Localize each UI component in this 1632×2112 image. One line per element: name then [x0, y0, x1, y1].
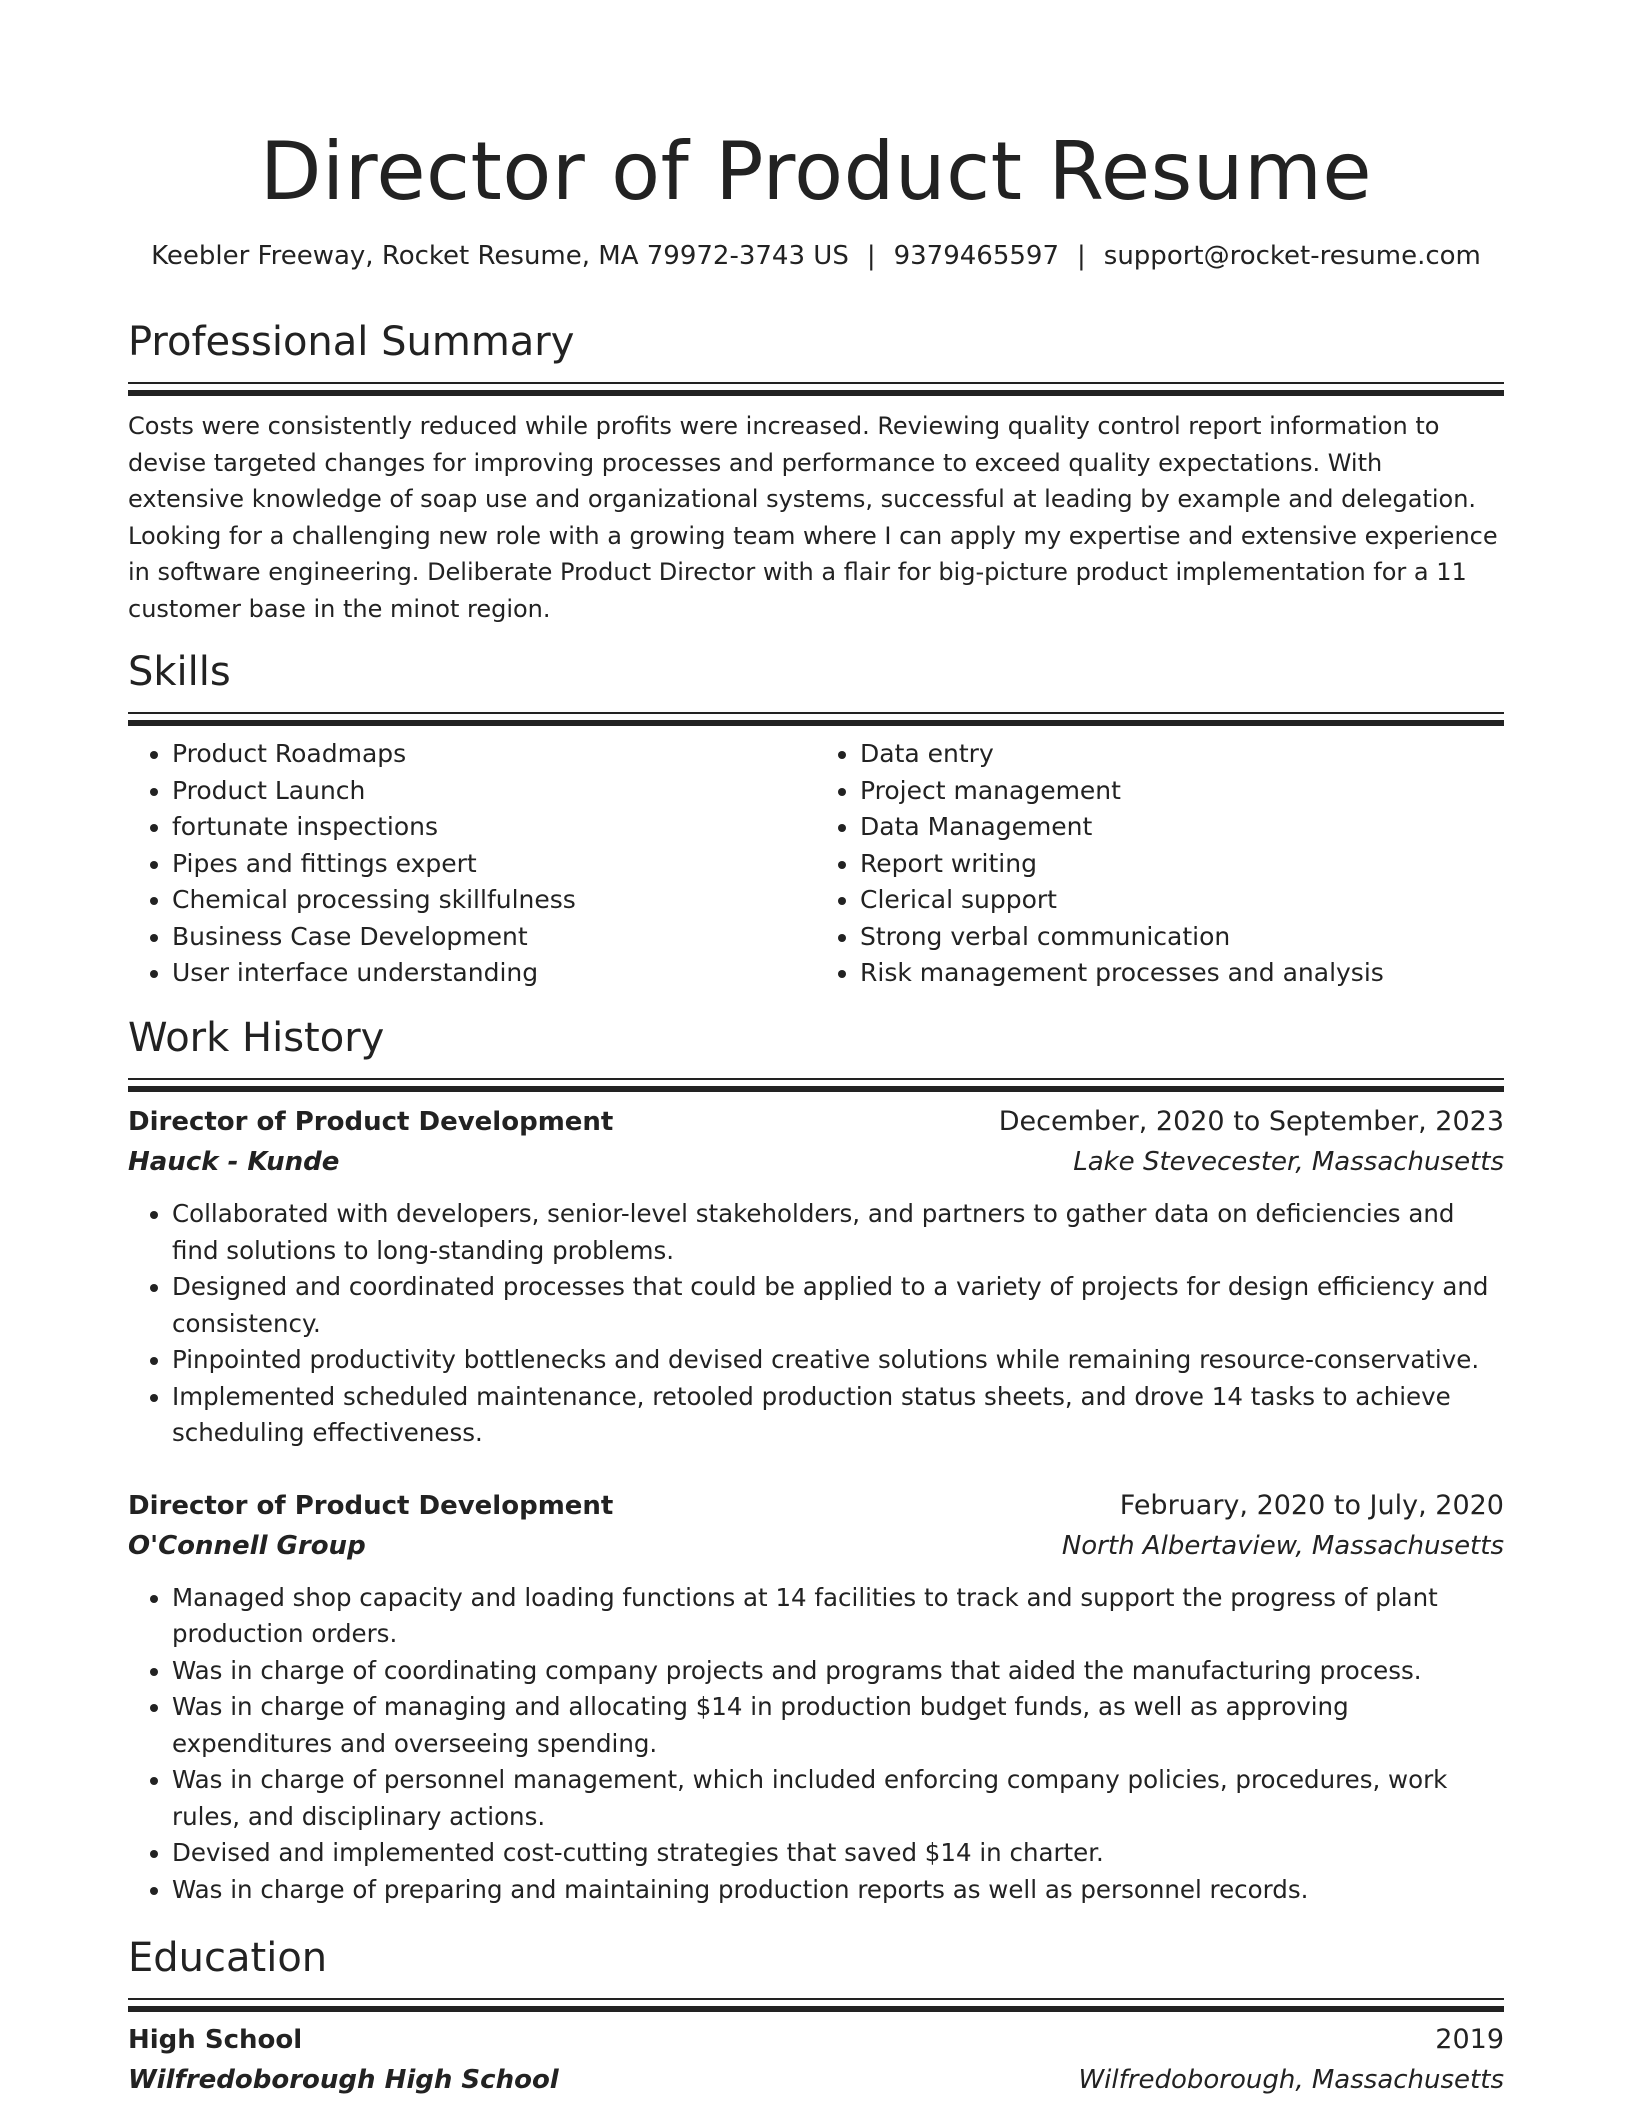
- job-entry: [128, 1486, 1504, 1909]
- education-section: [128, 1932, 1504, 2100]
- contact-separator: |: [866, 241, 876, 271]
- job-bullet: • Pinpointed productivity bottlenecks and devised creative solutions while remaining resource-conservative.: [172, 1342, 1504, 1379]
- skill-item: • Product Launch: [172, 773, 816, 810]
- job-bullets: [128, 1196, 1504, 1452]
- summary-text: Costs were consistently reduced while profits were increased. Reviewing quality control report information to devise targeted changes for improving processes and performance to exceed quality expectations. With extensive knowledge of soap use and organizational systems, successful at leading by example and delegation. Looking for a challenging new role with a growing team where I can apply my expertise and extensive experience in software engineering. Deliberate Product Director with a flair for big-picture product implementation for a 11 customer base in the minot region.: [128, 412, 1498, 623]
- section-divider: [128, 382, 1504, 384]
- skill-item: • Data entry: [860, 736, 1504, 773]
- skill-item: • Report writing: [860, 846, 1504, 883]
- resume-title: Director of Product Resume: [259, 125, 1373, 218]
- contact-email: support@rocket-resume.com: [1103, 241, 1481, 271]
- job-entry: [128, 1102, 1504, 1452]
- job-bullet: • Was in charge of personnel management, which included enforcing company policies, procedures, work rules, and disciplinary actions.: [172, 1762, 1504, 1835]
- education-entry: [128, 2020, 1504, 2100]
- education-degree: High School: [128, 2025, 303, 2055]
- skill-item: • User interface understanding: [172, 955, 816, 992]
- skills-heading: Skills: [128, 649, 231, 695]
- job-bullet: • Devised and implemented cost-cutting strategies that saved $14 in charter.: [172, 1835, 1504, 1872]
- education-school: Wilfredoborough High School: [128, 2065, 559, 2095]
- work-history-section: [128, 1012, 1504, 1908]
- skill-item: • Project management: [860, 773, 1504, 810]
- job-title: Director of Product Development: [128, 1490, 614, 1521]
- job-bullet: • Managed shop capacity and loading functions at 14 facilities to track and support the progress of plant production orders.: [172, 1580, 1504, 1653]
- job-bullet: • Designed and coordinated processes that could be applied to a variety of projects for design efficiency and consistency.: [172, 1269, 1504, 1342]
- skill-item: • Product Roadmaps: [172, 736, 816, 773]
- skill-item: • Chemical processing skillfulness: [172, 882, 816, 919]
- education-year: 2019: [1435, 2024, 1504, 2055]
- skill-item: • Strong verbal communication: [860, 919, 1504, 956]
- skill-item: • Pipes and fittings expert: [172, 846, 816, 883]
- job-bullet: • Collaborated with developers, senior-level stakeholders, and partners to gather data on deficiencies and find solutions to long-standing problems.: [172, 1196, 1504, 1269]
- contact-phone: 9379465597: [893, 241, 1060, 271]
- job-bullets: [128, 1580, 1504, 1909]
- section-divider: [128, 1078, 1504, 1080]
- skill-item: • Data Management: [860, 809, 1504, 846]
- skills-columns: [128, 736, 1504, 992]
- skill-item: • Clerical support: [860, 882, 1504, 919]
- job-dates: February, 2020 to July, 2020: [1119, 1489, 1504, 1521]
- job-title: Director of Product Development: [128, 1107, 614, 1137]
- skills-section: [128, 646, 1504, 992]
- education-location: Wilfredoborough, Massachusetts: [1078, 2065, 1504, 2095]
- skill-item: • Business Case Development: [172, 919, 816, 956]
- job-bullet: • Was in charge of preparing and maintaining production reports as well as personnel records.: [172, 1872, 1504, 1909]
- job-company: O'Connell Group: [128, 1530, 366, 1561]
- work-history-heading: Work History: [128, 1015, 385, 1061]
- job-location: Lake Stevecester, Massachusetts: [1073, 1147, 1504, 1177]
- education-heading: Education: [128, 1935, 328, 1981]
- skill-item: • fortunate inspections: [172, 809, 816, 846]
- skills-left-list: [128, 736, 816, 992]
- contact-line: [0, 236, 1632, 276]
- job-bullet: • Was in charge of coordinating company projects and programs that aided the manufacturing process.: [172, 1653, 1504, 1690]
- job-location: North Albertaview, Massachusetts: [1061, 1530, 1504, 1561]
- contact-separator: |: [1077, 241, 1086, 271]
- summary-section: [128, 316, 1504, 627]
- job-company: Hauck - Kunde: [128, 1147, 340, 1177]
- section-divider: [128, 712, 1504, 714]
- job-bullet: • Was in charge of managing and allocating $14 in production budget funds, as well as approving expenditures and overseeing spending.: [172, 1689, 1504, 1762]
- summary-heading: Professional Summary: [128, 319, 575, 365]
- contact-address: Keebler Freeway, Rocket Resume, MA 79972-3743 US: [151, 241, 849, 271]
- job-dates: December, 2020 to September, 2023: [998, 1106, 1504, 1137]
- skills-right-list: [816, 736, 1504, 992]
- section-divider: [128, 1998, 1504, 2000]
- skill-item: • Risk management processes and analysis: [860, 955, 1504, 992]
- job-bullet: • Implemented scheduled maintenance, retooled production status sheets, and drove 14 tasks to achieve scheduling effectiveness.: [172, 1379, 1504, 1452]
